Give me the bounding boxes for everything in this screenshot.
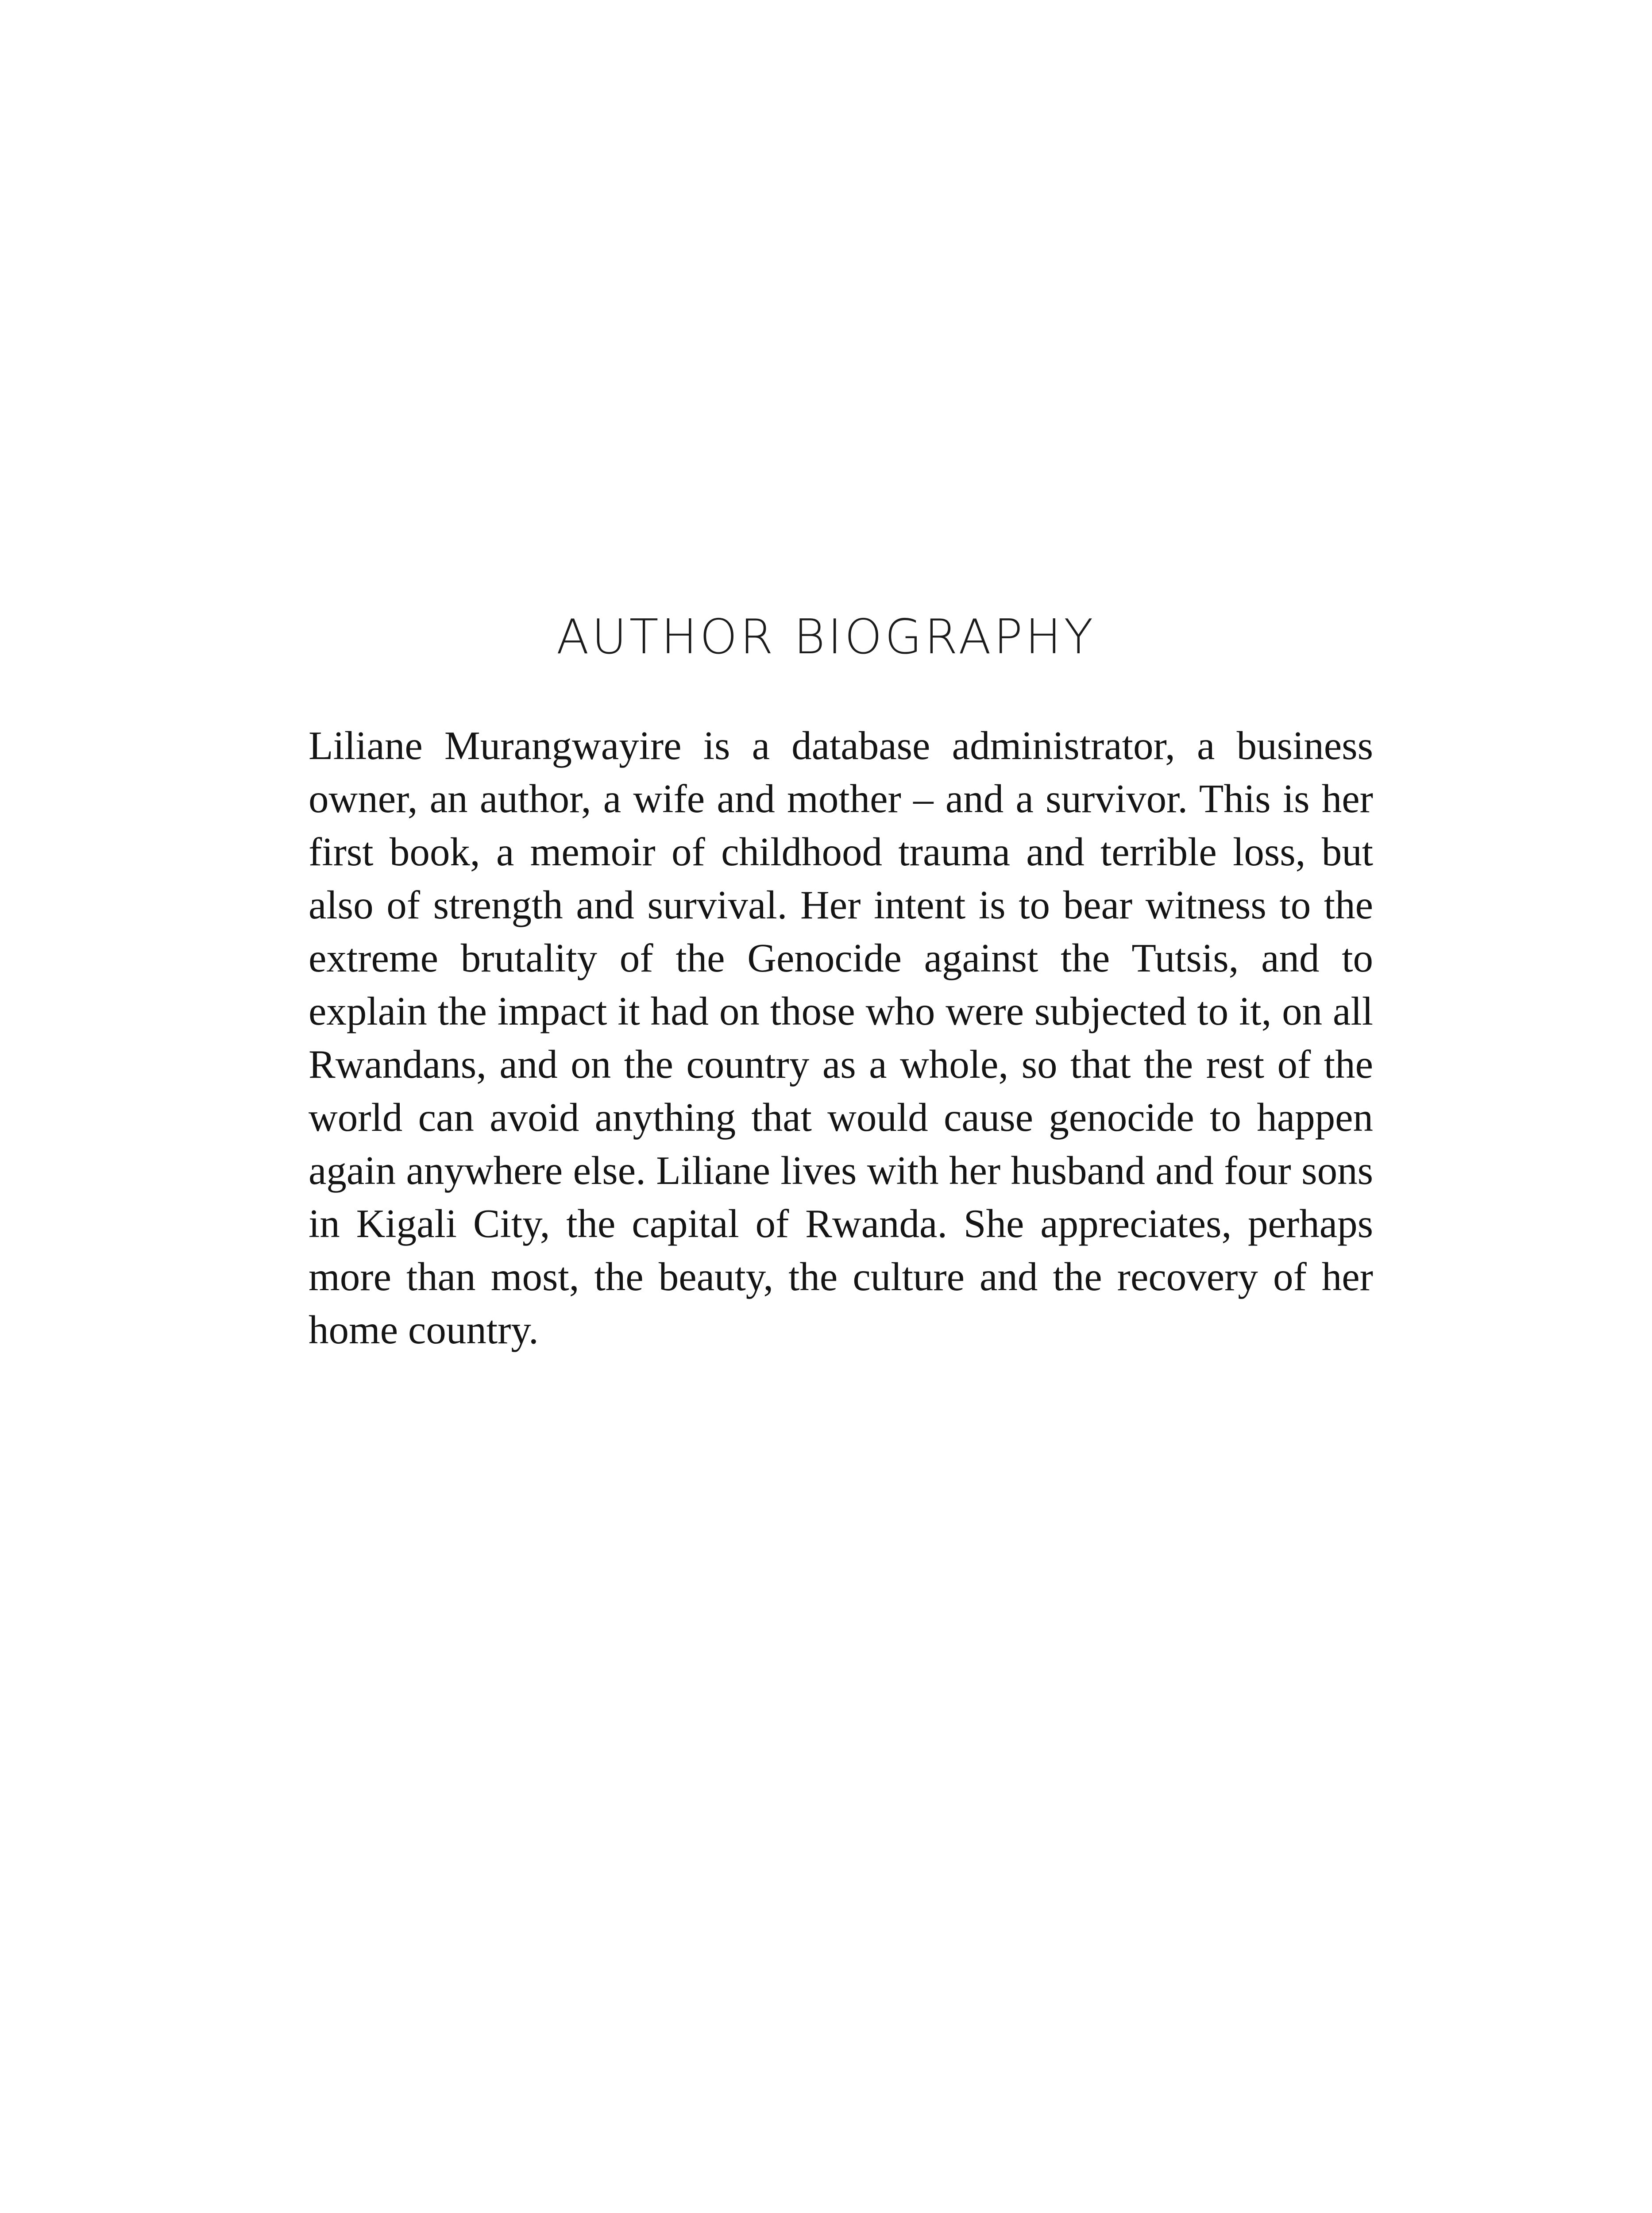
biography-paragraph: Liliane Murangwayire is a database administrator, a business owner, an author, a wife and mother – and a survivor. This is her first book, a memoir of childhood trauma and terrible loss, but also of strength and survival. Her intent is to bear witness to the extreme brutality of the Genocide against the Tutsis, and to explain the impact it had on those who were subjected to it, on all Rwandans, and on the country as a whole, so that the rest of the world can avoid anything that would cause genocide to happen again anywhere else. Liliane lives with her husband and four sons in Kigali City, the capital of Rwanda. She appreciates, perhaps more than most, the beauty, the culture and the recovery of her home country.: [309, 723, 1373, 1352]
page-title: AUTHOR BIOGRAPHY: [556, 609, 1096, 665]
